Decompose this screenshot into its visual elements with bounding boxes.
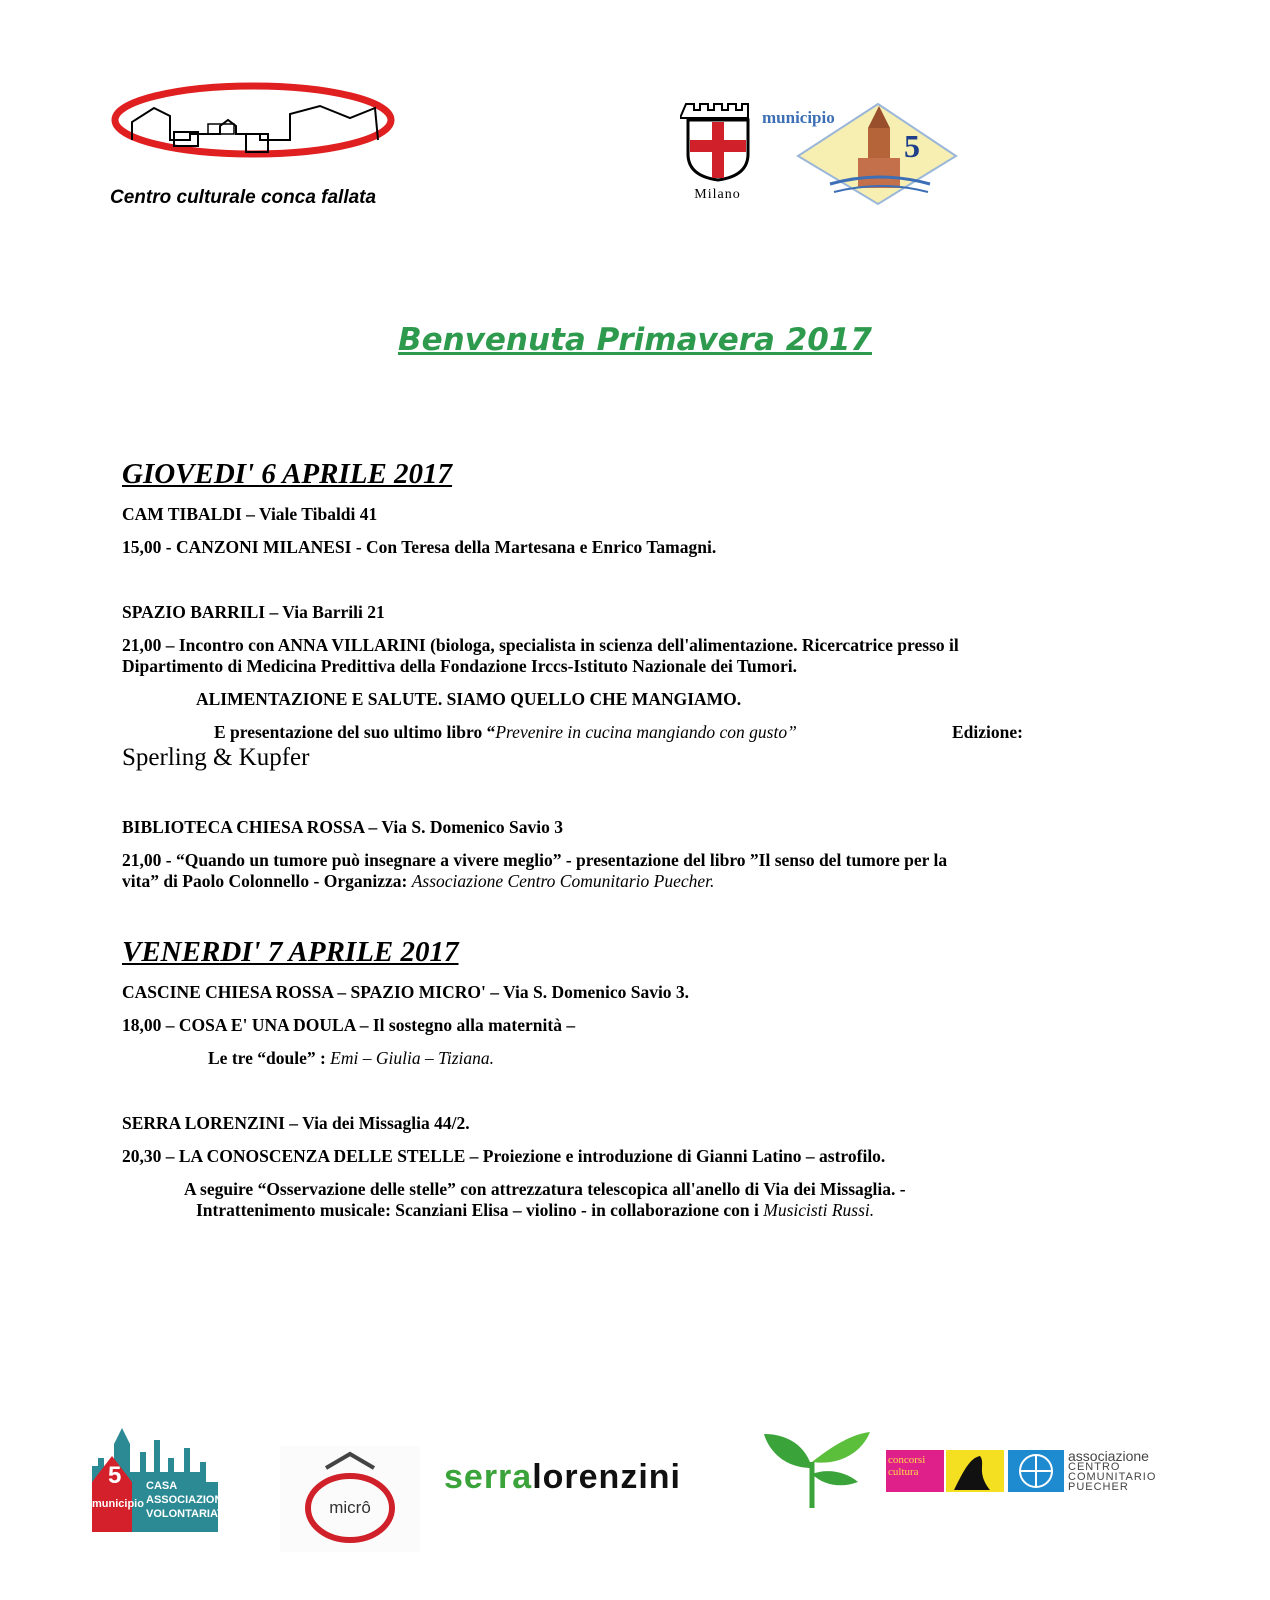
casa-text2: ASSOCIAZIONI — [146, 1494, 226, 1506]
ccf-logo — [110, 78, 410, 208]
ccf-name: Centro culturale conca fallata — [110, 187, 377, 208]
serra-word: serra — [444, 1458, 533, 1496]
day2-event1-venue: CASCINE CHIESA ROSSA – SPAZIO MICRO' – Via S. Domenico Savio 3. — [122, 982, 690, 1002]
day1-event3-line2-text: vita” di Paolo Colonnello - Organizza: — [122, 871, 412, 891]
figure-icon — [946, 1450, 1004, 1492]
day2-event1-sub — [208, 1048, 494, 1069]
municipio-logo — [760, 98, 970, 208]
serra-label — [444, 1458, 681, 1497]
casa-text3: VOLONTARIATO — [146, 1508, 233, 1520]
day1-event3-line2 — [122, 871, 714, 892]
day1-event1-line: 15,00 - CANZONI MILANESI - Con Teresa della Martesana e Enrico Tamagni. — [122, 537, 717, 557]
day1-event2-line2: Dipartimento di Medicina Predittiva della Fondazione Irccs-Istituto Nazionale dei Tumori. — [122, 656, 798, 676]
serra-lorenzini-logo — [444, 1428, 884, 1512]
municipio-number: 5 — [904, 128, 920, 164]
day1-event2-publisher: Sperling & Kupfer — [122, 744, 310, 771]
municipio-label: municipio — [762, 108, 835, 127]
day1-event1-venue: CAM TIBALDI – Viale Tibaldi 41 — [122, 504, 378, 524]
day2-event2-line: 20,30 – LA CONOSCENZA DELLE STELLE – Proiezione e introduzione di Gianni Latino – astrofilo. — [122, 1146, 886, 1166]
day1-event2-line3: ALIMENTAZIONE E SALUTE. SIAMO QUELLO CHE MANGIAMO. — [196, 689, 742, 709]
day2-event2-musicians: Musicisti Russi. — [763, 1200, 875, 1220]
day2-event1-line: 18,00 – COSA E' UNA DOULA – Il sostegno alla maternità – — [122, 1015, 576, 1035]
ccf-logo-graphic — [110, 78, 400, 158]
day2-event2-sub2 — [196, 1200, 874, 1221]
milano-crest — [680, 100, 755, 200]
day2-event2-sub2-text: Intrattenimento musicale: Scanziani Elisa – violino - in collaborazione con i — [196, 1200, 764, 1220]
concorsi-label: concorsi cultura — [888, 1454, 926, 1478]
page-title: Benvenuta Primavera 2017 — [397, 322, 873, 358]
puecher-line3: COMUNITARIO — [1068, 1471, 1157, 1483]
puecher-line2: CENTRO — [1068, 1461, 1121, 1473]
day1-event3-venue: BIBLIOTECA CHIESA ROSSA – Via S. Domenico Savio 3 — [122, 817, 564, 837]
day2-event2-sub1: A seguire “Osservazione delle stelle” con attrezzatura telescopica all'anello di Via dei Missaglia. - — [184, 1179, 906, 1199]
milano-crest-icon — [680, 100, 755, 182]
casa-text1: CASA — [146, 1480, 178, 1492]
casa-associazioni-logo — [88, 1422, 233, 1534]
micro-logo — [280, 1446, 420, 1552]
day1-event2-line4-intro: E presentazione del suo ultimo libro “ — [214, 722, 496, 742]
day1-heading: GIOVEDI' 6 APRILE 2017 — [122, 458, 453, 490]
casa-municipio: municipio — [92, 1498, 144, 1510]
day1-event2-line1: 21,00 – Incontro con ANNA VILLARINI (biologa, specialista in scienza dell'alimentazione. Ricercatrice presso il — [122, 635, 959, 655]
day2-event2-venue: SERRA LORENZINI – Via dei Missaglia 44/2. — [122, 1113, 470, 1133]
day1-event3-organizer: Associazione Centro Comunitario Puecher. — [411, 871, 715, 891]
milano-label: Milano — [694, 187, 741, 202]
concorsi-logo — [886, 1450, 944, 1492]
puecher-logo — [1008, 1450, 1198, 1496]
day2-event1-sub-label: Le tre “doule” : — [208, 1048, 331, 1068]
day2-event1-doulas: Emi – Giulia – Tiziana. — [330, 1048, 495, 1068]
micro-label: micrô — [329, 1498, 371, 1517]
day2-heading: VENERDI' 7 APRILE 2017 — [122, 936, 459, 968]
puecher-line1: associazione — [1068, 1448, 1149, 1464]
day1-event2-edition: Edizione: — [952, 722, 1023, 742]
casa-number: 5 — [108, 1462, 122, 1489]
yellow-logo — [946, 1450, 1004, 1492]
puecher-globe-icon — [1008, 1450, 1064, 1492]
lorenzini-word: lorenzini — [532, 1458, 681, 1496]
day1-event2-line4 — [214, 722, 797, 743]
day1-event2-book: Prevenire in cucina mangiando con gusto” — [495, 722, 797, 742]
puecher-line4: PUECHER — [1068, 1481, 1129, 1493]
day1-event2-venue: SPAZIO BARRILI – Via Barrili 21 — [122, 602, 385, 622]
day1-event3-line1: 21,00 - “Quando un tumore può insegnare a vivere meglio” - presentazione del libro ”Il senso del tumore per la — [122, 850, 948, 870]
leaf-icon — [762, 1428, 872, 1508]
